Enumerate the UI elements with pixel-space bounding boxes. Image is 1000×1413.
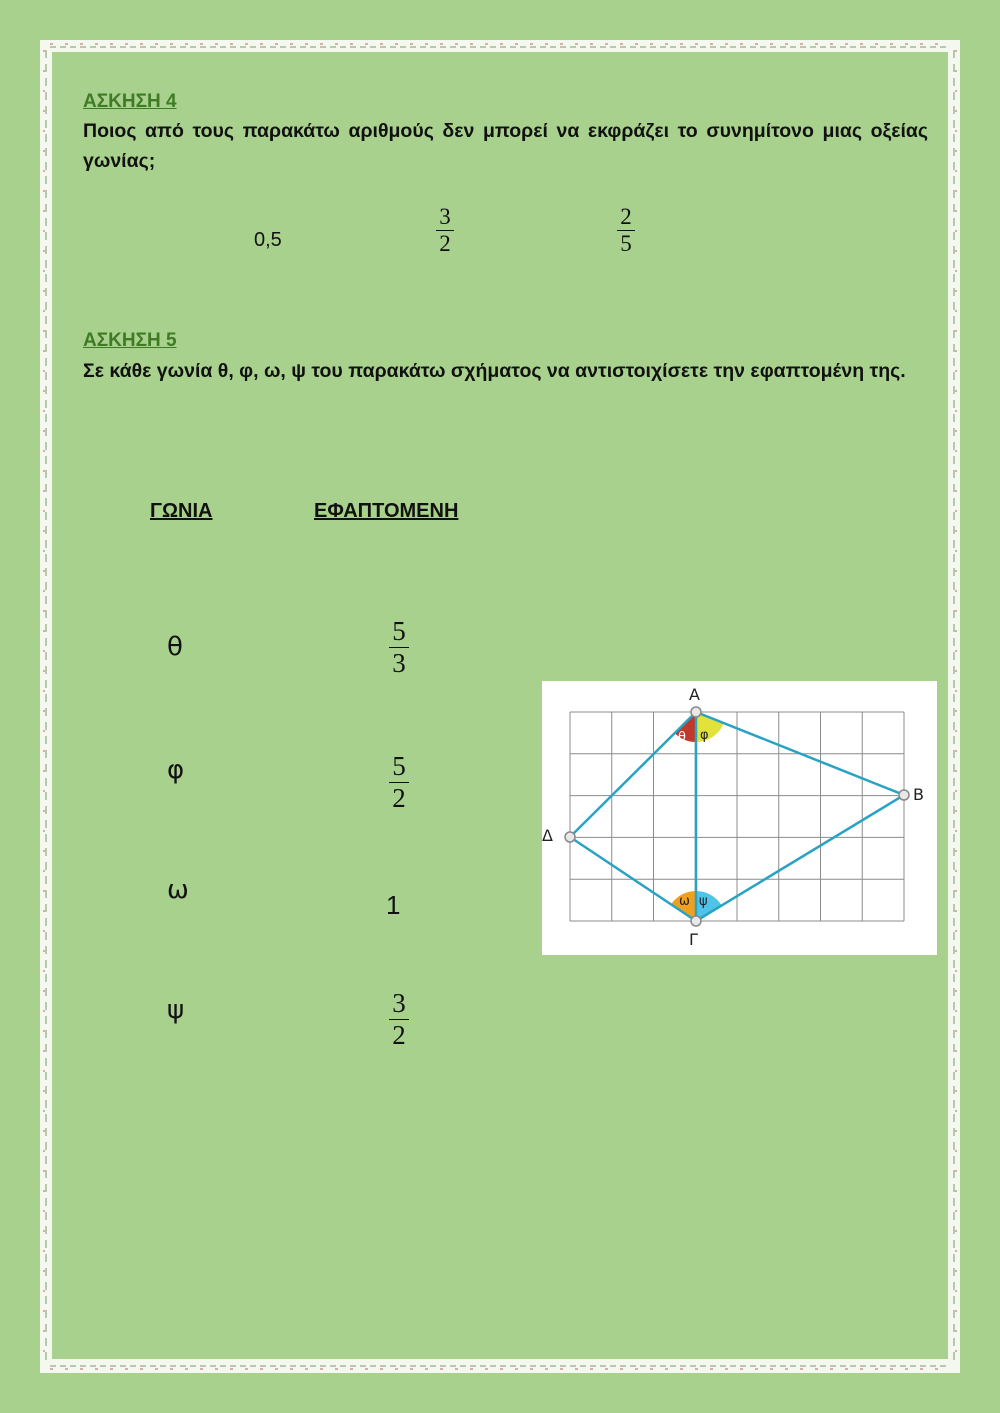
fraction-denominator: 2 [439, 231, 451, 256]
option-fraction-1 [436, 204, 454, 257]
fraction-denominator: 2 [392, 783, 406, 813]
border-pattern-left [41, 50, 51, 1363]
angle-theta: θ [167, 632, 183, 662]
segment-BC [696, 795, 904, 921]
border-pattern-right [949, 50, 959, 1363]
fraction-numerator: 3 [392, 988, 406, 1018]
exercise5-question: Σε κάθε γωνία θ, φ, ω, ψ του παρακάτω σχήματος να αντιστοιχίσετε την εφαπτομένη της. [83, 360, 906, 382]
grid-diagram [542, 681, 937, 955]
angle-phi: φ [167, 755, 185, 785]
option-decimal: 0,5 [254, 229, 282, 251]
border-pattern-top [50, 41, 950, 51]
point-C [691, 916, 701, 926]
fraction-numerator: 2 [620, 204, 632, 229]
point-B [899, 790, 909, 800]
tangent-fraction-3-2 [389, 988, 409, 1051]
point-D [565, 832, 575, 842]
label-theta: θ [678, 730, 686, 745]
label-omega: ω [679, 894, 690, 909]
geometry-figure [542, 681, 937, 955]
column-header-tangent: ΕΦΑΠΤΟΜΕΝΗ [314, 500, 459, 522]
point-A [691, 707, 701, 717]
label-phi: φ [700, 728, 709, 743]
label-C: Γ [689, 930, 698, 949]
exercise5-title: ΑΣΚΗΣΗ 5 [83, 330, 177, 351]
label-B: Β [913, 785, 924, 804]
label-psi: ψ [699, 894, 708, 909]
exercise4-title: ΑΣΚΗΣΗ 4 [83, 91, 177, 112]
fraction-numerator: 5 [392, 616, 406, 646]
label-D: Δ [542, 826, 553, 845]
tangent-one: 1 [386, 890, 401, 920]
option-fraction-2 [617, 204, 635, 257]
angle-psi: ψ [167, 995, 185, 1025]
angle-omega: ω [167, 875, 189, 905]
grid-lines [570, 712, 904, 921]
border-pattern-bottom [50, 1362, 950, 1372]
tangent-fraction-5-3 [389, 616, 409, 679]
tangent-fraction-5-2 [389, 751, 409, 814]
fraction-denominator: 3 [392, 648, 406, 678]
fraction-denominator: 2 [392, 1020, 406, 1050]
fraction-numerator: 3 [439, 204, 451, 229]
fraction-denominator: 5 [620, 231, 632, 256]
fraction-numerator: 5 [392, 751, 406, 781]
column-header-angle: ΓΩΝΙΑ [150, 500, 213, 522]
exercise4-question: Ποιος από τους παρακάτω αριθμούς δεν μπορεί να εκφράζει το συνημίτονο μιας οξείας γωνίας; [83, 120, 928, 172]
label-A: Α [689, 685, 700, 704]
